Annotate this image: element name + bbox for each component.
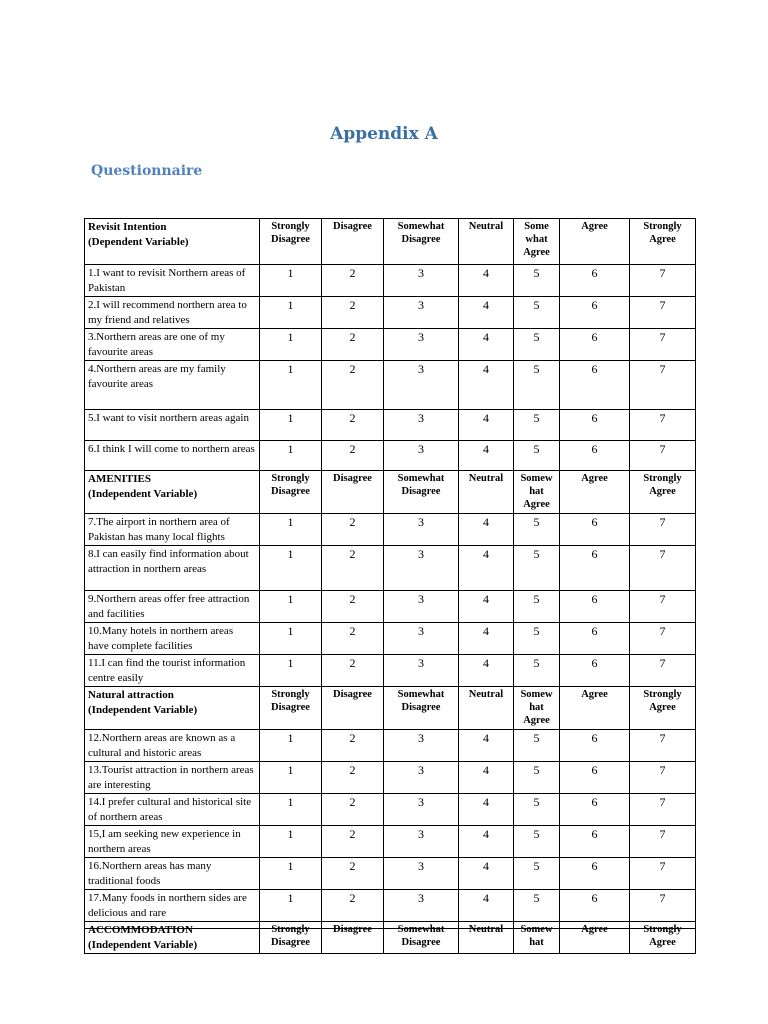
rating-option[interactable]: 5 <box>514 890 560 922</box>
table-row <box>85 546 696 591</box>
rating-option[interactable]: 7 <box>630 329 696 361</box>
scale-label: Somewhat Disagree <box>384 922 459 954</box>
section-header-row <box>85 687 696 730</box>
rating-option[interactable]: 1 <box>260 623 322 655</box>
rating-option[interactable]: 2 <box>322 265 384 297</box>
table-row <box>85 858 696 890</box>
section-heading <box>85 922 260 954</box>
scale-label: Agree <box>560 687 630 730</box>
section-heading-name: Revisit Intention <box>88 221 167 233</box>
rating-option[interactable]: 4 <box>459 546 514 591</box>
rating-option[interactable]: 4 <box>459 890 514 922</box>
rating-option[interactable]: 4 <box>459 297 514 329</box>
section-header-row <box>85 922 696 954</box>
rating-option[interactable]: 3 <box>384 546 459 591</box>
rating-option[interactable]: 7 <box>630 441 696 471</box>
rating-option[interactable]: 6 <box>560 890 630 922</box>
table-row <box>85 361 696 410</box>
table-row <box>85 265 696 297</box>
section-heading <box>85 471 260 514</box>
section-heading <box>85 687 260 730</box>
rating-option[interactable]: 4 <box>459 730 514 762</box>
rating-option[interactable]: 4 <box>459 826 514 858</box>
rating-option[interactable]: 6 <box>560 329 630 361</box>
rating-option[interactable]: 5 <box>514 762 560 794</box>
rating-option[interactable]: 3 <box>384 361 459 410</box>
scale-label: Strongly Disagree <box>260 922 322 954</box>
table-row <box>85 441 696 471</box>
question-text: 9.Northern areas offer free attraction and facilities <box>85 591 260 623</box>
scale-label: Strongly Agree <box>630 922 696 954</box>
scale-label: Disagree <box>322 471 384 514</box>
rating-option[interactable]: 2 <box>322 826 384 858</box>
question-text: 16.Northern areas has many traditional foods <box>85 858 260 890</box>
table-row <box>85 762 696 794</box>
question-text: 10.Many hotels in northern areas have complete facilities <box>85 623 260 655</box>
rating-option[interactable]: 1 <box>260 826 322 858</box>
rating-option[interactable]: 5 <box>514 410 560 441</box>
rating-option[interactable]: 3 <box>384 794 459 826</box>
scale-label: Strongly Disagree <box>260 219 322 265</box>
rating-option[interactable]: 1 <box>260 730 322 762</box>
rating-option[interactable]: 7 <box>630 265 696 297</box>
rating-option[interactable]: 6 <box>560 410 630 441</box>
rating-option[interactable]: 3 <box>384 858 459 890</box>
question-text: 15,I am seeking new experience in northern areas <box>85 826 260 858</box>
scale-label: Strongly Agree <box>630 471 696 514</box>
section-heading <box>85 219 260 265</box>
table-row <box>85 655 696 687</box>
table-row <box>85 329 696 361</box>
rating-option[interactable]: 6 <box>560 265 630 297</box>
rating-option[interactable]: 4 <box>459 858 514 890</box>
question-text: 12.Northern areas are known as a cultural and historic areas <box>85 730 260 762</box>
rating-option[interactable]: 5 <box>514 329 560 361</box>
section-header-row <box>85 471 696 514</box>
rating-option[interactable]: 4 <box>459 361 514 410</box>
rating-option[interactable]: 5 <box>514 730 560 762</box>
rating-option[interactable]: 3 <box>384 762 459 794</box>
rating-option[interactable]: 6 <box>560 762 630 794</box>
rating-option[interactable]: 4 <box>459 762 514 794</box>
rating-option[interactable]: 1 <box>260 655 322 687</box>
rating-option[interactable]: 6 <box>560 730 630 762</box>
section-title: Questionnaire <box>91 163 203 179</box>
rating-option[interactable]: 5 <box>514 826 560 858</box>
scale-label: Somew hat Agree <box>514 687 560 730</box>
scale-label: Disagree <box>322 922 384 954</box>
rating-option[interactable]: 2 <box>322 329 384 361</box>
scale-label: Somew hat Agree <box>514 471 560 514</box>
rating-option[interactable]: 3 <box>384 514 459 546</box>
rating-option[interactable]: 4 <box>459 794 514 826</box>
table-row <box>85 890 696 922</box>
question-text: 1.I want to revisit Northern areas of Pakistan <box>85 265 260 297</box>
rating-option[interactable]: 4 <box>459 441 514 471</box>
rating-option[interactable]: 2 <box>322 441 384 471</box>
rating-option[interactable]: 1 <box>260 546 322 591</box>
table-row <box>85 826 696 858</box>
rating-option[interactable]: 7 <box>630 655 696 687</box>
rating-option[interactable]: 2 <box>322 762 384 794</box>
rating-option[interactable]: 6 <box>560 546 630 591</box>
rating-option[interactable]: 3 <box>384 655 459 687</box>
scale-label: Strongly Agree <box>630 687 696 730</box>
rating-option[interactable]: 2 <box>322 361 384 410</box>
rating-option[interactable]: 5 <box>514 591 560 623</box>
section-heading-name: AMENITIES <box>88 473 151 485</box>
page-title: Appendix A <box>330 124 438 144</box>
scale-label: Some what Agree <box>514 219 560 265</box>
scale-label: Strongly Agree <box>630 219 696 265</box>
rating-option[interactable]: 1 <box>260 441 322 471</box>
rating-option[interactable]: 2 <box>322 890 384 922</box>
rating-option[interactable]: 3 <box>384 826 459 858</box>
rating-option[interactable]: 1 <box>260 361 322 410</box>
rating-option[interactable]: 7 <box>630 514 696 546</box>
rating-option[interactable]: 1 <box>260 794 322 826</box>
rating-option[interactable]: 5 <box>514 623 560 655</box>
rating-option[interactable]: 7 <box>630 794 696 826</box>
questionnaire-table <box>84 218 696 954</box>
rating-option[interactable]: 3 <box>384 730 459 762</box>
question-text: 3.Northern areas are one of my favourite areas <box>85 329 260 361</box>
rating-option[interactable]: 1 <box>260 410 322 441</box>
table-row <box>85 410 696 441</box>
rating-option[interactable]: 6 <box>560 297 630 329</box>
rating-option[interactable]: 5 <box>514 655 560 687</box>
rating-option[interactable]: 2 <box>322 730 384 762</box>
table-row <box>85 297 696 329</box>
question-text: 2.I will recommend northern area to my friend and relatives <box>85 297 260 329</box>
rating-option[interactable]: 5 <box>514 858 560 890</box>
rating-option[interactable]: 1 <box>260 514 322 546</box>
rating-option[interactable]: 6 <box>560 591 630 623</box>
scale-label: Agree <box>560 471 630 514</box>
rating-option[interactable]: 7 <box>630 410 696 441</box>
rating-option[interactable]: 7 <box>630 361 696 410</box>
rating-option[interactable]: 3 <box>384 265 459 297</box>
rating-option[interactable]: 2 <box>322 858 384 890</box>
questionnaire-table-wrapper <box>84 218 695 951</box>
rating-option[interactable]: 2 <box>322 591 384 623</box>
rating-option[interactable]: 7 <box>630 858 696 890</box>
scale-label: Somew hat <box>514 922 560 954</box>
rating-option[interactable]: 7 <box>630 826 696 858</box>
rating-option[interactable]: 4 <box>459 329 514 361</box>
rating-option[interactable]: 1 <box>260 297 322 329</box>
question-text: 4.Northern areas are my family favourite areas <box>85 361 260 410</box>
rating-option[interactable]: 7 <box>630 890 696 922</box>
section-heading-variable: (Independent Variable) <box>88 704 198 716</box>
scale-label: Neutral <box>459 922 514 954</box>
rating-option[interactable]: 7 <box>630 623 696 655</box>
rating-option[interactable]: 6 <box>560 794 630 826</box>
section-heading-variable: (Dependent Variable) <box>88 236 189 248</box>
rating-option[interactable]: 2 <box>322 623 384 655</box>
rating-option[interactable]: 6 <box>560 623 630 655</box>
question-text: 13.Tourist attraction in northern areas are interesting <box>85 762 260 794</box>
rating-option[interactable]: 5 <box>514 265 560 297</box>
rating-option[interactable]: 5 <box>514 361 560 410</box>
section-heading-variable: (Independent Variable) <box>88 939 198 951</box>
scale-label: Somewhat Disagree <box>384 219 459 265</box>
rating-option[interactable]: 3 <box>384 329 459 361</box>
rating-option[interactable]: 1 <box>260 890 322 922</box>
scale-label: Somewhat Disagree <box>384 471 459 514</box>
rating-option[interactable]: 7 <box>630 730 696 762</box>
scale-label: Neutral <box>459 219 514 265</box>
section-heading-variable: (Independent Variable) <box>88 488 198 500</box>
table-row <box>85 794 696 826</box>
question-text: 14.I prefer cultural and historical site of northern areas <box>85 794 260 826</box>
rating-option[interactable]: 7 <box>630 591 696 623</box>
rating-option[interactable]: 2 <box>322 794 384 826</box>
rating-option[interactable]: 6 <box>560 858 630 890</box>
rating-option[interactable]: 3 <box>384 623 459 655</box>
rating-option[interactable]: 4 <box>459 623 514 655</box>
rating-option[interactable]: 2 <box>322 655 384 687</box>
rating-option[interactable]: 5 <box>514 441 560 471</box>
scale-label: Agree <box>560 922 630 954</box>
rating-option[interactable]: 6 <box>560 441 630 471</box>
rating-option[interactable]: 6 <box>560 361 630 410</box>
section-header-row <box>85 219 696 265</box>
question-text: 6.I think I will come to northern areas <box>85 441 260 471</box>
rating-option[interactable]: 6 <box>560 655 630 687</box>
scale-label: Neutral <box>459 471 514 514</box>
rating-option[interactable]: 5 <box>514 546 560 591</box>
rating-option[interactable]: 5 <box>514 297 560 329</box>
question-text: 8.I can easily find information about attraction in northern areas <box>85 546 260 591</box>
rating-option[interactable]: 1 <box>260 265 322 297</box>
rating-option[interactable]: 7 <box>630 546 696 591</box>
rating-option[interactable]: 3 <box>384 890 459 922</box>
rating-option[interactable]: 3 <box>384 591 459 623</box>
section-heading-name: ACCOMMODATION <box>88 924 193 936</box>
rating-option[interactable]: 1 <box>260 591 322 623</box>
rating-option[interactable]: 4 <box>459 265 514 297</box>
rating-option[interactable]: 6 <box>560 826 630 858</box>
rating-option[interactable]: 3 <box>384 410 459 441</box>
rating-option[interactable]: 4 <box>459 591 514 623</box>
rating-option[interactable]: 5 <box>514 514 560 546</box>
question-text: 5.I want to visit northern areas again <box>85 410 260 441</box>
rating-option[interactable]: 3 <box>384 297 459 329</box>
rating-option[interactable]: 2 <box>322 410 384 441</box>
question-text: 17.Many foods in northern sides are delicious and rare <box>85 890 260 922</box>
question-text: 11.I can find the tourist information centre easily <box>85 655 260 687</box>
table-row <box>85 514 696 546</box>
rating-option[interactable]: 2 <box>322 297 384 329</box>
rating-option[interactable]: 7 <box>630 297 696 329</box>
question-text: 7.The airport in northern area of Pakistan has many local flights <box>85 514 260 546</box>
scale-label: Neutral <box>459 687 514 730</box>
rating-option[interactable]: 1 <box>260 329 322 361</box>
rating-option[interactable]: 3 <box>384 441 459 471</box>
rating-option[interactable]: 6 <box>560 514 630 546</box>
rating-option[interactable]: 7 <box>630 762 696 794</box>
table-row <box>85 591 696 623</box>
rating-option[interactable]: 4 <box>459 410 514 441</box>
scale-label: Disagree <box>322 219 384 265</box>
table-row <box>85 623 696 655</box>
table-row <box>85 730 696 762</box>
scale-label: Strongly Disagree <box>260 687 322 730</box>
rating-option[interactable]: 1 <box>260 858 322 890</box>
rating-option[interactable]: 1 <box>260 762 322 794</box>
scale-label: Strongly Disagree <box>260 471 322 514</box>
rating-option[interactable]: 4 <box>459 655 514 687</box>
rating-option[interactable]: 2 <box>322 514 384 546</box>
scale-label: Disagree <box>322 687 384 730</box>
section-heading-name: Natural attraction <box>88 689 174 701</box>
scale-label: Agree <box>560 219 630 265</box>
rating-option[interactable]: 2 <box>322 546 384 591</box>
rating-option[interactable]: 5 <box>514 794 560 826</box>
rating-option[interactable]: 4 <box>459 514 514 546</box>
scale-label: Somewhat Disagree <box>384 687 459 730</box>
